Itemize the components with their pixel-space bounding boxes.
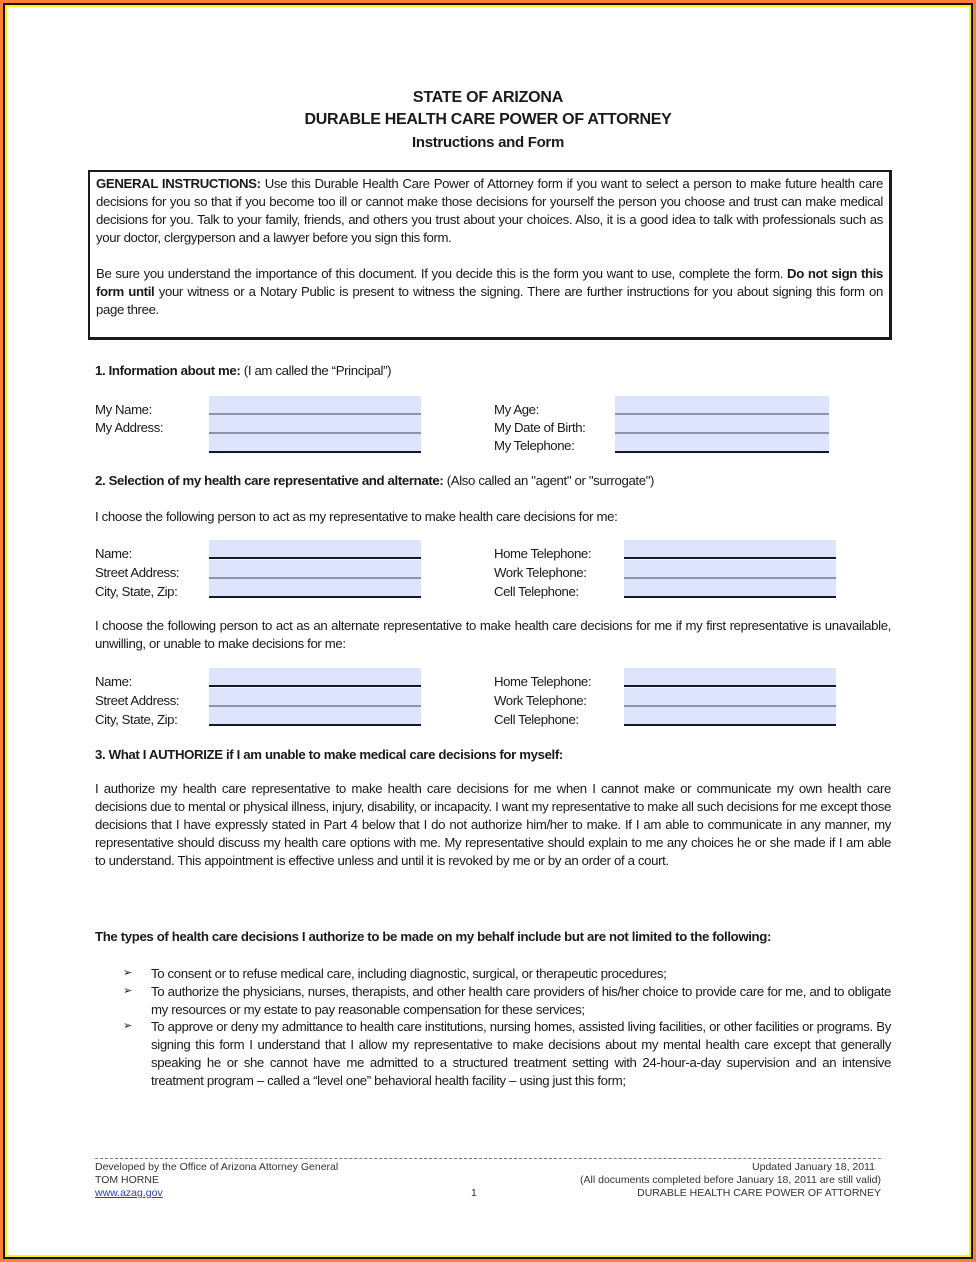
list-item: ➢ To authorize the physicians, nurses, therapists, and other health care providers of his/her choice to provide care for me, and to obligate my resources or my estate to pay reasonable compensation for these services; <box>123 983 891 1017</box>
section1-heading: 1. Information about me: (I am called the “Principal”) <box>95 363 392 378</box>
general-instructions-label: GENERAL INSTRUCTIONS: <box>96 176 261 191</box>
label-my-name: My Name: <box>95 402 152 417</box>
alt-cell-phone-field[interactable] <box>624 707 836 726</box>
footer-validity-note: (All documents completed before January 18, 2011 are still valid) <box>580 1174 881 1186</box>
list-item: ➢ To approve or deny my admittance to health care institutions, nursing homes, assisted living facilities, or other facilities or programs. By signing this form I understand that I allow my representative to make decisions about my mental health care except that generally speaking he or she cannot have me admitted to a structured treatment setting with 24-hour-a-day supervision and an intensive treatment program – called a “level one” behavioral health facility – using just this form; <box>123 1019 891 1088</box>
label-my-telephone: My Telephone: <box>494 438 575 453</box>
footer-developed-by: Developed by the Office of Arizona Attorney General <box>95 1161 339 1173</box>
alt-label-home-phone: Home Telephone: <box>494 674 592 689</box>
document-page <box>7 7 969 1255</box>
label-my-address: My Address: <box>95 420 164 435</box>
title-subtitle: Instructions and Form <box>411 134 565 151</box>
rep-street-field[interactable] <box>209 560 421 579</box>
alternate-intro: I choose the following person to act as an alternate representative to make health care decisions for me if my first representative is unavailable, unwilling, or unable to make decisions for me: <box>95 618 891 651</box>
alt-label-street: Street Address: <box>95 693 180 708</box>
general-instructions-para2: Be sure you understand the importance of this document. If you decide this is the form you want to use, complete the form. Do not sign this form until your witness or a Notary Public is present to witness the signing. There are further instructions for you about signing this form on page three. <box>96 266 883 317</box>
footer-page-number: 1 <box>471 1187 477 1199</box>
page-frame <box>3 3 973 1259</box>
title-document: DURABLE HEALTH CARE POWER OF ATTORNEY <box>304 111 672 128</box>
footer-doc-title: DURABLE HEALTH CARE POWER OF ATTORNEY <box>637 1187 881 1199</box>
my-telephone-field[interactable] <box>615 434 829 453</box>
section2-heading: 2. Selection of my health care representative and alternate: (Also called an "agent" or "surrogate") <box>95 473 655 488</box>
rep-label-name: Name: <box>95 546 132 561</box>
general-instructions-para1: GENERAL INSTRUCTIONS: Use this Durable Health Care Power of Attorney form if you want to select a person to make future health care decisions for you so that if you become too ill or cannot make those decisions for yourself the person you choose and trust can make medical decisions for you. Talk to your family, friends, and others you trust about your choices. Also, it is a good idea to talk with professionals such as your doctor, clergyperson and a lawyer before you sign this form. <box>96 176 883 245</box>
title-state: STATE OF ARIZONA <box>412 89 564 106</box>
decision-types-list <box>95 965 891 1090</box>
footer-left <box>95 1161 338 1200</box>
general-instructions-box <box>88 170 892 340</box>
alt-street-field[interactable] <box>209 688 421 707</box>
alt-name-field[interactable] <box>209 668 421 687</box>
arrow-bullet-icon: ➢ <box>123 984 132 997</box>
rep-city-state-zip-field[interactable] <box>209 579 421 598</box>
arrow-bullet-icon: ➢ <box>123 967 132 979</box>
rep-work-phone-field[interactable] <box>624 560 836 579</box>
footer-right <box>580 1161 881 1200</box>
footer-attorney-name: TOM HORNE <box>95 1174 159 1186</box>
alt-label-cell-phone: Cell Telephone: <box>494 712 579 727</box>
rep-label-city: City, State, Zip: <box>95 584 178 599</box>
page-frame-inner <box>5 5 971 1257</box>
alt-label-work-phone: Work Telephone: <box>494 693 587 708</box>
my-age-field[interactable] <box>615 396 829 415</box>
my-dob-field[interactable] <box>615 415 829 434</box>
alt-label-city: City, State, Zip: <box>95 712 178 727</box>
rep-name-field[interactable] <box>209 540 421 559</box>
my-address-line1-field[interactable] <box>209 415 421 434</box>
alt-home-phone-field[interactable] <box>624 668 836 687</box>
rep-label-work-phone: Work Telephone: <box>494 565 587 580</box>
alt-city-state-zip-field[interactable] <box>209 707 421 726</box>
rep-cell-phone-field[interactable] <box>624 579 836 598</box>
alt-work-phone-field[interactable] <box>624 688 836 707</box>
decision-types-heading: The types of health care decisions I authorize to be made on my behalf include but are not limited to the following: <box>95 929 772 944</box>
label-my-age: My Age: <box>494 402 539 417</box>
my-name-field[interactable] <box>209 396 421 415</box>
label-my-dob: My Date of Birth: <box>494 420 586 435</box>
footer-updated: Updated January 18, 2011 <box>752 1161 875 1173</box>
list-item: ➢ To consent or to refuse medical care, including diagnostic, surgical, or therapeutic procedures; <box>123 966 667 981</box>
rep-home-phone-field[interactable] <box>624 540 836 559</box>
rep-label-home-phone: Home Telephone: <box>494 546 592 561</box>
rep-label-cell-phone: Cell Telephone: <box>494 584 579 599</box>
my-address-line2-field[interactable] <box>209 434 421 453</box>
rep-label-street: Street Address: <box>95 565 180 580</box>
footer-website-link[interactable]: www.azag.gov <box>95 1187 163 1199</box>
alt-label-name: Name: <box>95 674 132 689</box>
section3-heading: 3. What I AUTHORIZE if I am unable to make medical care decisions for myself: <box>95 747 563 762</box>
representative-intro: I choose the following person to act as my representative to make health care decisions for me: <box>95 509 618 524</box>
arrow-bullet-icon: ➢ <box>123 1020 132 1033</box>
footer-divider <box>95 1158 881 1159</box>
section3-body: I authorize my health care representative to make health care decisions for me when I cannot make or communicate my own health care decisions due to mental or physical illness, injury, disability, or incapacity. I want my representative to make all such decisions for me except those decisions that I have expressly stated in Part 4 below that I do not authorize him/her to make. If I am able to communicate in any manner, my representative should discuss my health care options with me. My representative should explain to me any choices he or she made if I am able to understand. This appointment is effective unless and until it is revoked by me or by an order of a court. <box>95 781 891 868</box>
